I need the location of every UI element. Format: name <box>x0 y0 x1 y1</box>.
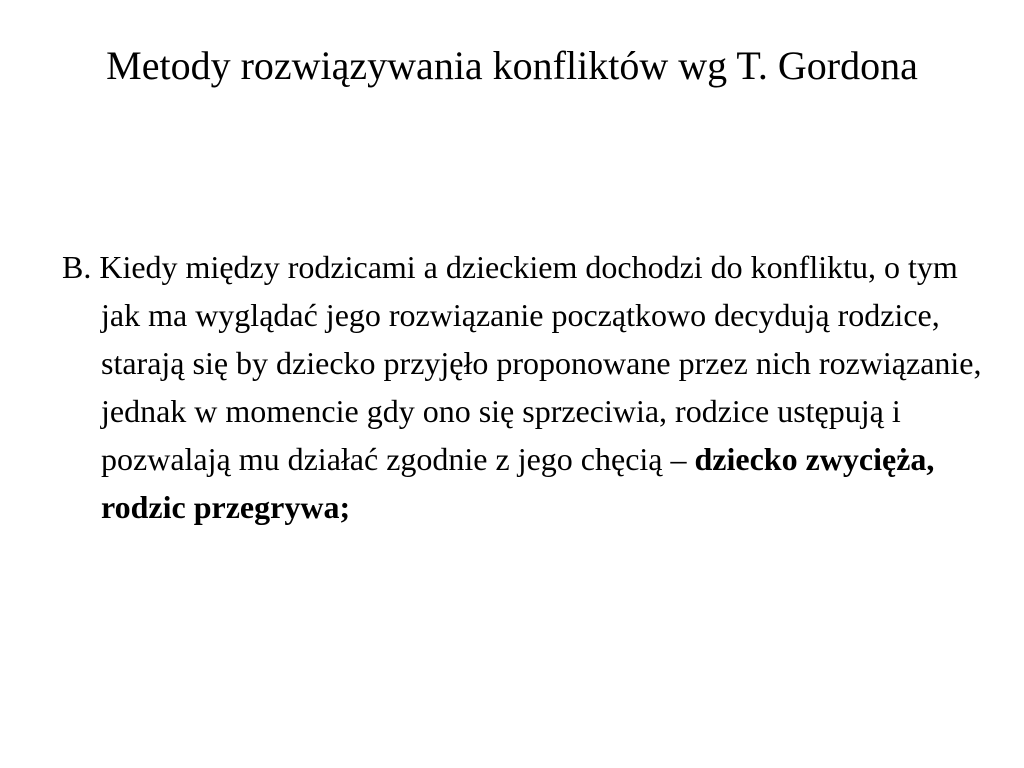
point-b-text: B. Kiedy między rodzicami a dzieckiem dochodzi do konfliktu, o tym jak ma wyglądać jego rozwiązanie początkowo decydują rodzice, starają się by dziecko przyjęło proponowane przez nich rozwiązanie, jednak w momencie gdy ono się sprzeciwia, rodzice ustępują i pozwalają mu działać zgodnie z jego chęcią – <box>62 249 982 477</box>
point-b-conclusion: dziecko zwycięża, rodzic przegrywa; <box>101 441 935 525</box>
slide-body <box>62 243 982 531</box>
point-b <box>62 243 982 531</box>
slide-title: Metody rozwiązywania konfliktów wg T. Gordona <box>106 43 918 88</box>
